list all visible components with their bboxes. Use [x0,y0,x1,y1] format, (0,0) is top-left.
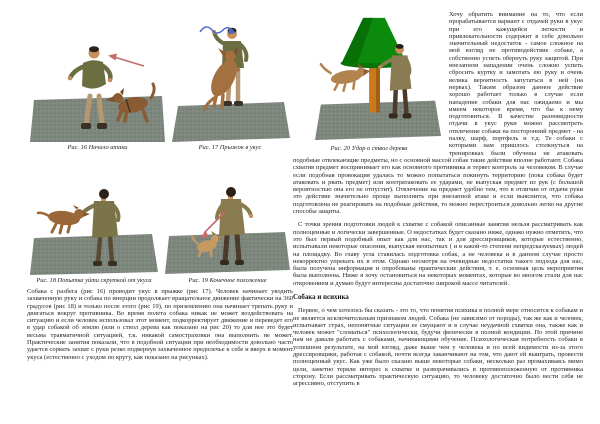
body-paragraph: Первое, о чем хотелось бы сказать - это то, что понятия психика в полной мере относится к собакам и не является исключительным признаком людей. Собака (не зависимо от породы), так же как и человек, испытывает страх, непонятные ситуации ее смущают и в случае неудачной схватки она, также как и человек может "сломаться" психологически, будучи физически в полной кондиции. По этой причине нам не давали работать с собаками, начинающими обучение. Психологическая потребность собаки в успешном результате, на мой взгляд, даже выше чем у человека и по всей видимости из-за этого дрессировщики, работая с собакой, почти всегда заканчивают на том, что дают ей выиграть, провести полноценный укус. Как уже было сказано выше некоторые собаки, несколько раз промахиваясь мимо цели, заметно теряли интерес к схватке и разворачивались в противоположенную от противника сторону. Если рассматривать практическую ситуацию, то человеку достаточно было вести себя не агрессивно, отступить в [293,307,583,388]
figure-caption: Рис. 19 Конечное положение [188,277,267,284]
figure-16 [30,20,165,152]
section-heading: Собака и психика [293,293,349,301]
training-platform [172,102,290,142]
figure-16-illustration [30,20,165,142]
figure-caption: Рис. 20 Удар о ствол дерева [330,145,408,153]
left-column [27,288,293,361]
figure-17 [170,12,290,152]
spin-direction-arrow-icon [200,27,236,35]
figure-17-illustration [170,12,290,142]
figure-18 [30,176,158,285]
figure-caption: Рис. 17 Прыжок в укус [198,144,262,151]
attack-direction-arrow-icon [108,54,144,67]
training-platform [30,234,158,275]
figure-20 [293,11,445,153]
figure-19 [165,178,290,285]
dog-figure [38,205,90,233]
body-paragraph: Собака с разбега (рис 16) проводит укус в прыжке (рис 17). Человек начинает уводить захваченную руку и собака по инерции продолжает вращательное движение фактически на 360 градусов (рис 18) и только после этого (рис 19), по приземлению она начинает трепать руку и двигаться вокруг противника. Во время полета собака никак не может воздействовать на ситуацию и если человек использовал этот момент, подкорректирует движение и переведет его в удар собакой об землю (или о ствол дерева как показано на рис 20) то для нее это будет весьма травматичной ситуацией, т.к. никакой самостраховки она выполнить не может. Практические занятия показали, что в подобной ситуации при необходимости довольно часто удается сорвать захват с руки резко подвернув захваченное предплечье к себе и вверх в момент укуса (естественно с уходом по кругу, как показано на рисунках). [27,288,293,361]
figure-19-illustration [165,178,290,275]
body-paragraph: С точки зрения подготовки людей к схватке с собакой описанные занятия нельзя рассматривать как полноценные и логически завершенные. О недостатках будет сказано ниже, однако нужно отметить, что это был первый подобный опыт как для нас, так и для дрессировщиков, которые естественно, испытывали некоторые опасения, выпуская неопытных ( и в какой-то степени непредсказуемых) людей на площадку. Во главу угла ставилась подготовка собак, а не человека и в данном случае просто некорректно упрекать их в этом. Однако несмотря на очевидные недостатки такого подхода для нас, была получена информация и опробованы практические действия, т. е. основная цель мероприятия была выполнена. Ниже я хочу остановиться на некоторых моментах, которые во многом стали для нас откровением и думаю будут интересны достаточно широкой массе читателей. [293,221,583,287]
body-paragraph: Хочу обратить внимание на то, что если прорабатывается вариант с отдачей руки в укус при его кажущейся легкости и привлекательности содержит в себе довольно значительный недостаток - самое сложное на мой взгляд не противодействие собаке, а собственно успеть обернуть руку защитой. При внезапном нападении очень сложно успеть сбросить куртку и замотать ею руку и очень велика вероятность запутаться в ней (на нервах). Таким образом данное действие хорошо работает только в случае если нападение собаки для нас ожидаемо и мы имеем некоторое время, что бы к нему подготовиться. В качестве разновидности отдачи в укус руки можно рассмотреть отвлечение собаки на посторонний предмет - на палку, шарф, портфель и т.д. Те собаки с которыми нам пришлось столкнуться на тренировках были обучены не атаковать подобные отвлекающие предметы, но с основной массой собак такие действия вполне работают. Собака схватив предмет воспринимает его как основного противника и теряет контроль за человеком. В случае если подобная провокация удалась то можно попытаться покинуть территорию (пока собака будет атаковать и рвать предмет) или контратаковать ее ударами, не выпуская предмет из рук (с большой вероятностью она его не отпустит). Отвлечение на предмет удобно тем, что в отличии от отдачи руки это действие значительно проще выполнить при внезапной атаке и если выяснится, что собака подготовлена не реагировать на подобные действия, то можно перестроиться довольно легко на другие способы защиты. [293,11,583,216]
figure-20-illustration [313,11,441,141]
figure-caption: Рис. 16 Начало атаки [67,144,128,151]
right-column [293,11,583,394]
figure-18-illustration [30,176,158,275]
figure-caption: Рис. 18 Попытка уйти скруткой от укуса [36,277,152,284]
